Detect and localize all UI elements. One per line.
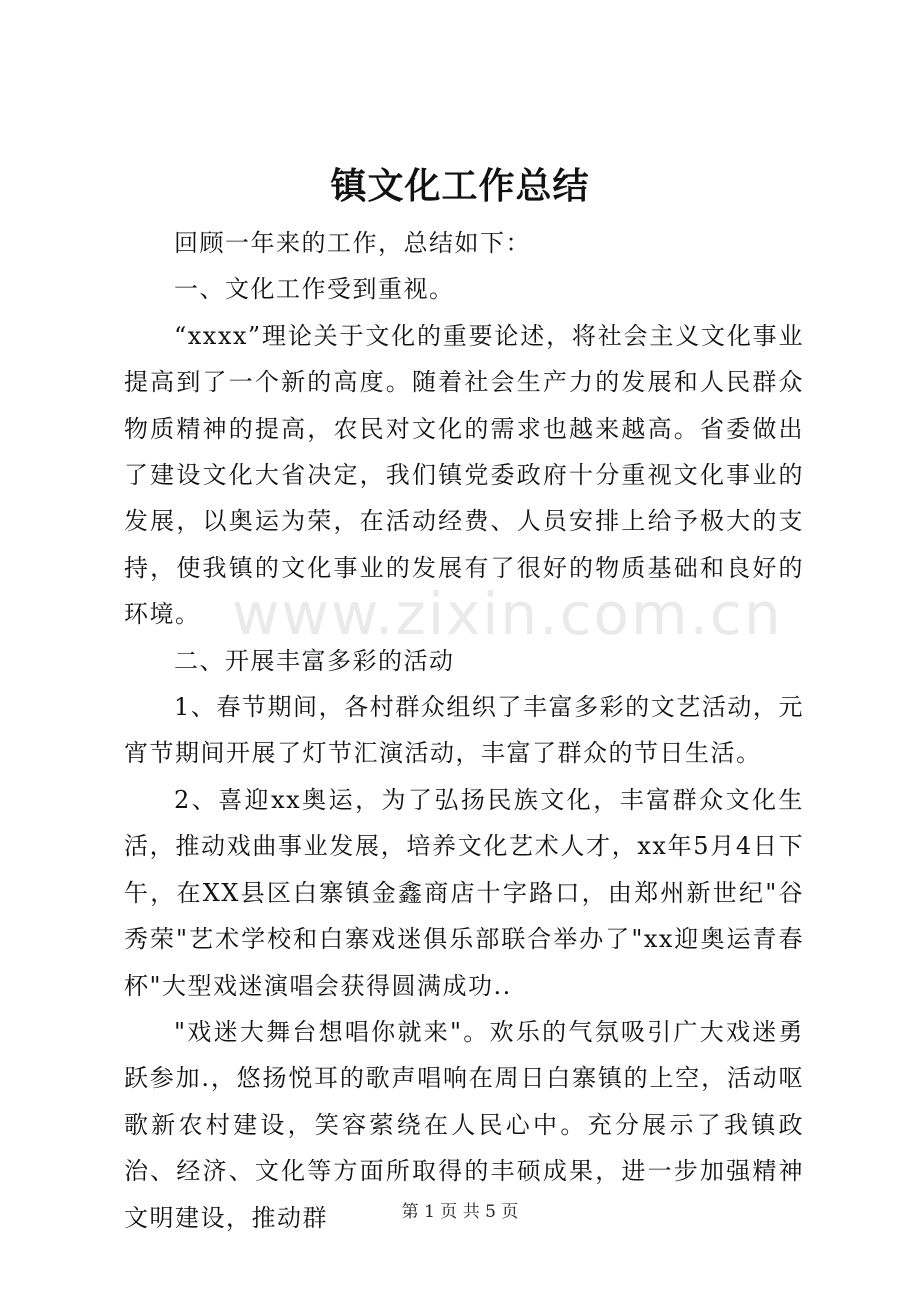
paragraph-heading-1: 一、文化工作受到重视。 xyxy=(174,275,455,304)
watermark: www.zixin.com.cn xyxy=(232,580,783,648)
paragraph-spring-festival: 1、春节期间，各村群众组织了丰富多彩的文艺活动，元宵节期间开展了灯节汇演活动，丰富了群众的节日生活。 xyxy=(124,693,804,768)
page-footer: 第 1 页 共 5 页 xyxy=(401,1202,519,1222)
paragraph-olympics-event: 2、喜迎xx奥运，为了弘扬民族文化，丰富群众文化生活，推动戏曲事业发展，培养文化艺术人才，xx年5月4日下午，在XX县区白寨镇金鑫商店十字路口，由郑州新世纪"谷秀荣"艺术学校和白寨戏迷俱乐部联合举办了"xx迎奥运青春杯"大型戏迷演唱会获得圆满成功.. xyxy=(124,785,804,1000)
document-title: 镇文化工作总结 xyxy=(330,165,590,207)
paragraph-intro: 回顾一年来的工作，总结如下： xyxy=(174,229,531,257)
paragraph-heading-2: 二、开展丰富多彩的活动 xyxy=(174,646,455,675)
paragraph-opera-stage: "戏迷大舞台想唱你就来"。欢乐的气氛吸引广大戏迷勇跃参加.，悠扬悦耳的歌声唱响在周日白寨镇的上空，活动呕歌新农村建设，笑容萦绕在人民心中。充分展示了我镇政治、经济、文化等方面所取得的丰硕成果，进一步加强精神文明建设，推动群 xyxy=(124,1017,804,1232)
document-body xyxy=(124,220,804,1241)
paragraph-culture-importance: “xxxx”理论关于文化的重要论述，将社会主义文化事业提高到了一个新的高度。随着社会生产力的发展和人民群众物质精神的提高，农民对文化的需求也越来越高。省委做出了建设文化大省决定，我们镇党委政府十分重视文化事业的发展，以奥运为荣，在活动经费、人员安排上给予极大的支持，使我镇的文化事业的发展有了很好的物质基础和良好的环境。 xyxy=(124,321,804,629)
